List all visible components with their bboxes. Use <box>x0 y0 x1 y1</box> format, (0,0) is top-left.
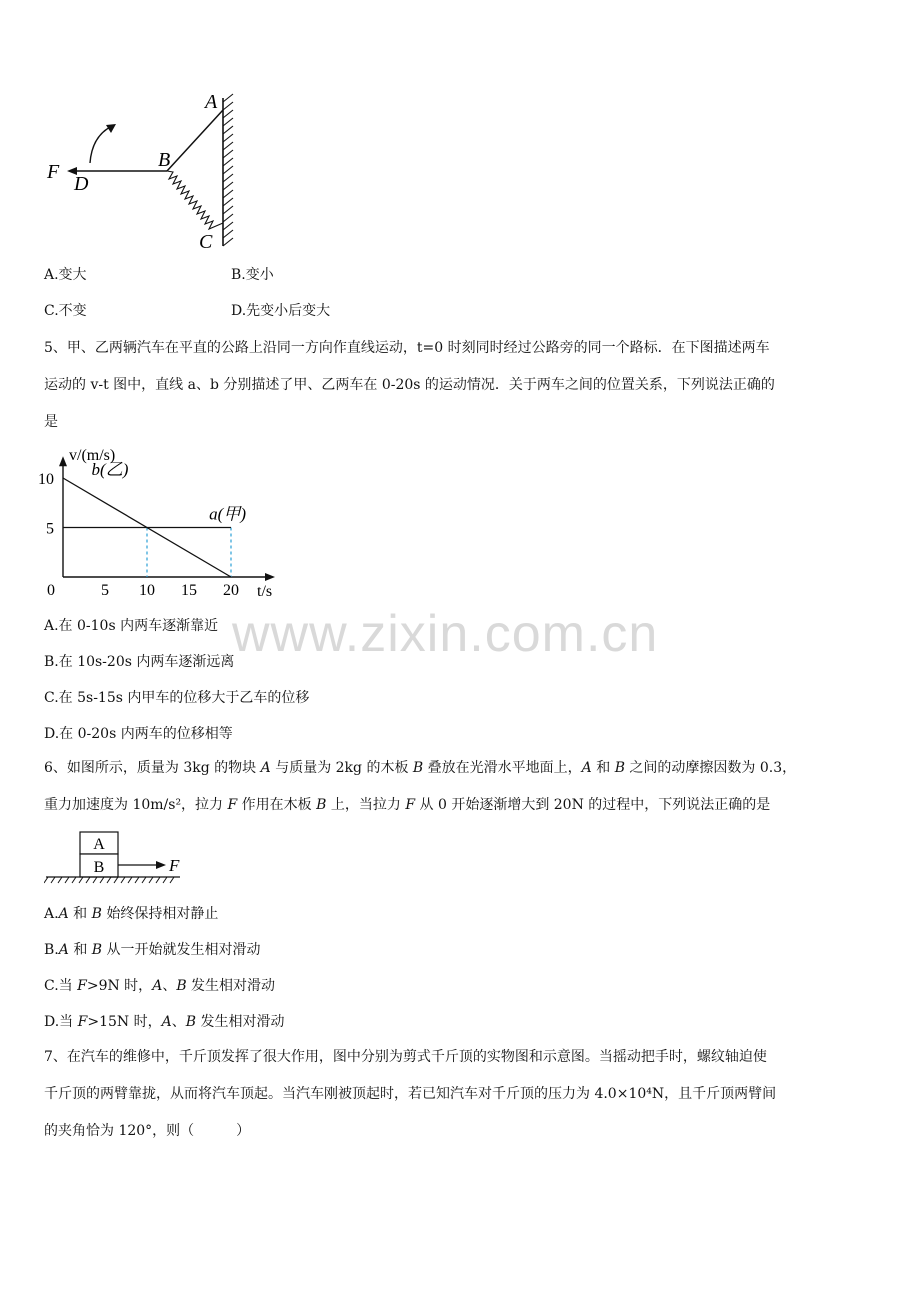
figure-blocks-ab <box>44 828 194 890</box>
q6-option-c[interactable]: C.当 F>9N 时，A、B 发生相对滑动 <box>44 978 276 994</box>
q5-line-2: 运动的 v-t 图中，直线 a、b 分别描述了甲、乙两车在 0-20s 的运动情况．关于两车之间的位置关系，下列说法正确的 <box>44 377 775 393</box>
x-axis-label: t/s <box>257 583 273 600</box>
block-A-label: A <box>93 836 105 853</box>
y-axis-arrow-icon <box>59 456 67 466</box>
q7-line-3: 的夹角恰为 120°，则（ ） <box>44 1123 251 1139</box>
y-axis-label: v/(m/s) <box>69 447 116 464</box>
q6-line-1: 6、如图所示，质量为 3kg 的物块 A 与质量为 2kg 的木板 B 叠放在光滑水平地面上，A 和 B 之间的动摩擦因数为 0.3， <box>44 760 797 776</box>
q6-option-d[interactable]: D.当 F>15N 时，A、B 发生相对滑动 <box>44 1014 285 1030</box>
q5-option-c[interactable]: C.在 5s-15s 内甲车的位移大于乙车的位移 <box>44 690 310 706</box>
q6-option-b[interactable]: B.A 和 B 从一开始就发生相对滑动 <box>44 942 261 958</box>
q4-option-a[interactable]: A.变大 <box>44 267 87 283</box>
question-5-stem <box>44 330 884 441</box>
series-label-b: b(乙) <box>91 460 129 479</box>
label-B: B <box>158 149 171 171</box>
q7-line-1: 7、在汽车的维修中，千斤顶发挥了很大作用，图中分别为剪式千斤顶的实物图和示意图。当摇动把手时，螺纹轴迫使 <box>44 1049 767 1065</box>
rotation-arrow-icon <box>90 126 112 163</box>
wall-hatching <box>223 94 233 246</box>
vt-chart <box>28 442 278 602</box>
rod-AB <box>167 110 223 171</box>
x-tick-label-15: 15 <box>181 582 197 599</box>
figure-rod-spring-wall <box>40 88 250 256</box>
q5-option-a[interactable]: A.在 0-10s 内两车逐渐靠近 <box>44 618 219 634</box>
label-D: D <box>74 173 89 195</box>
x-tick-label-10: 10 <box>139 582 155 599</box>
x-axis-arrow-icon <box>265 573 275 581</box>
watermark: www.zixin.com.cn <box>232 605 659 663</box>
y-tick-label-10: 10 <box>38 471 54 488</box>
ground-hatching <box>44 877 174 883</box>
label-C: C <box>199 231 213 253</box>
force-label: F <box>169 856 180 875</box>
label-A: A <box>205 91 218 113</box>
y-tick-label-5: 5 <box>46 520 54 538</box>
q4-option-c[interactable]: C.不变 <box>44 303 87 319</box>
x-tick-label-5: 5 <box>101 582 109 599</box>
force-arrow-icon <box>156 861 166 869</box>
q5-option-b[interactable]: B.在 10s-20s 内两车逐渐远离 <box>44 654 235 670</box>
q4-option-b[interactable]: B.变小 <box>231 267 274 283</box>
spring-BC <box>167 171 223 229</box>
q7-line-2: 千斤顶的两臂靠拢，从而将汽车顶起。当汽车刚被顶起时，若已知汽车对千斤顶的压力为 4.0×10⁴N，且千斤顶两臂间 <box>44 1086 777 1102</box>
q5-option-d[interactable]: D.在 0-20s 内两车的位移相等 <box>44 726 233 742</box>
q6-option-a[interactable]: A.A 和 B 始终保持相对静止 <box>44 906 219 922</box>
q4-option-d[interactable]: D.先变小后变大 <box>231 303 331 319</box>
q5-line-1: 5、甲、乙两辆汽车在平直的公路上沿同一方向作直线运动，t=0 时刻同时经过公路旁的同一个路标．在下图描述两车 <box>44 340 770 356</box>
q6-line-2: 重力加速度为 10m/s²，拉力 F 作用在木板 B 上，当拉力 F 从 0 开始逐渐增大到 20N 的过程中，下列说法正确的是 <box>44 797 771 813</box>
q5-line-3: 是 <box>44 414 58 430</box>
block-B-label: B <box>93 859 105 876</box>
series-label-a: a(甲) <box>209 504 246 524</box>
x-tick-label-0: 0 <box>47 582 55 599</box>
question-7-stem <box>44 1039 884 1150</box>
question-6-stem <box>44 750 884 824</box>
x-tick-label-20: 20 <box>223 582 239 599</box>
label-F: F <box>47 161 60 183</box>
